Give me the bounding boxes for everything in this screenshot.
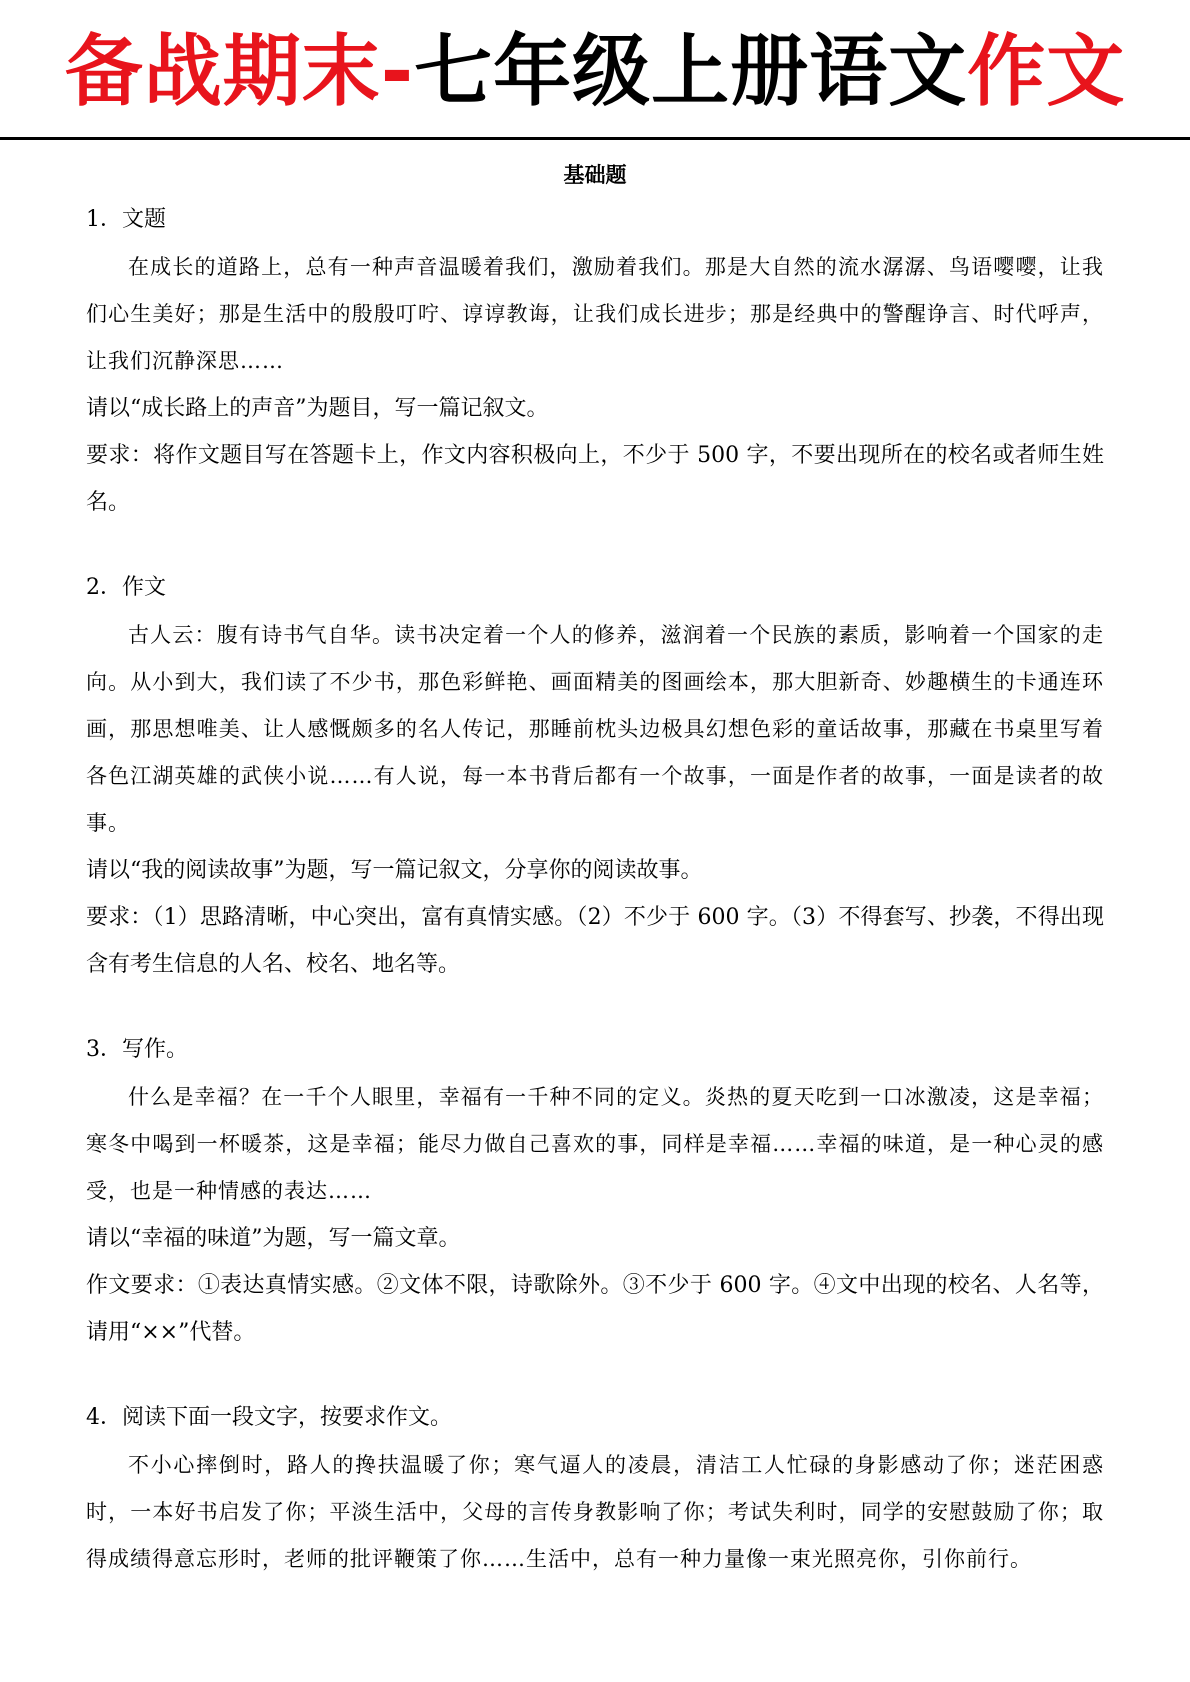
question-1 (86, 204, 1104, 526)
title-divider (0, 137, 1190, 140)
question-requirement: 作文要求：①表达真情实感。②文体不限，诗歌除外。③不少于 600 字。④文中出现的校名、人名等，请用“××”代替。 (86, 1273, 1104, 1345)
question-requirement: 要求：（1）思路清晰，中心突出，富有真情实感。（2）不少于 600 字。（3）不得套写、抄袭，不得出现含有考生信息的人名、校名、地名等。 (86, 905, 1104, 977)
question-requirement: 要求：将作文题目写在答题卡上，作文内容积极向上，不少于 500 字，不要出现所在的校名或者师生姓名。 (86, 443, 1104, 515)
question-prompt: 请以“幸福的味道”为题，写一篇文章。 (86, 1226, 461, 1251)
document-title (0, 22, 1190, 122)
section-heading: 基础题 (563, 162, 627, 187)
spacer (86, 988, 1104, 1034)
question-passage: 什么是幸福？在一千个人眼里，幸福有一千种不同的定义。炎热的夏天吃到一口冰激凌，这是幸福；寒冬中喝到一杯暖茶，这是幸福；能尽力做自己喜欢的事，同样是幸福……幸福的味道，是一种心灵的感受，也是一种情感的表达…… (86, 1085, 1104, 1203)
question-passage: 不小心摔倒时，路人的搀扶温暖了你；寒气逼人的凌晨，清洁工人忙碌的身影感动了你；迷茫困惑时，一本好书启发了你；平淡生活中，父母的言传身教影响了你；考试失利时，同学的安慰鼓励了你；取得成绩得意忘形时，老师的批评鞭策了你……生活中，总有一种力量像一束光照亮你，引你前行。 (86, 1453, 1104, 1571)
question-title: 2．作文 (86, 575, 166, 600)
question-title: 4．阅读下面一段文字，按要求作文。 (86, 1405, 452, 1430)
question-3 (86, 1034, 1104, 1356)
title-part-red-1: 备战期末- (64, 27, 415, 117)
spacer (86, 526, 1104, 572)
spacer (86, 1356, 1104, 1402)
question-passage: 在成长的道路上，总有一种声音温暖着我们，激励着我们。那是大自然的流水潺潺、鸟语嘤嘤，让我们心生美好；那是生活中的殷殷叮咛、谆谆教诲，让我们成长进步；那是经典中的警醒诤言、时代呼声，让我们沉静深思…… (86, 255, 1104, 373)
question-2 (86, 572, 1104, 988)
questions-list (86, 204, 1104, 1583)
question-4 (86, 1402, 1104, 1583)
title-part-red-2: 作文 (967, 27, 1126, 117)
question-title: 3．写作。 (86, 1037, 188, 1062)
title-part-black: 七年级上册语文 (414, 27, 968, 117)
question-passage: 古人云：腹有诗书气自华。读书决定着一个人的修养，滋润着一个民族的素质，影响着一个国家的走向。从小到大，我们读了不少书，那色彩鲜艳、画面精美的图画绘本，那大胆新奇、妙趣横生的卡通连环画，那思想唯美、让人感慨颇多的名人传记，那睡前枕头边极具幻想色彩的童话故事，那藏在书桌里写着各色江湖英雄的武侠小说……有人说，每一本书背后都有一个故事，一面是作者的故事，一面是读者的故事。 (86, 623, 1104, 835)
question-title: 1．文题 (86, 207, 166, 232)
question-prompt: 请以“成长路上的声音”为题目，写一篇记叙文。 (86, 396, 549, 421)
question-prompt: 请以“我的阅读故事”为题，写一篇记叙文，分享你的阅读故事。 (86, 858, 703, 883)
